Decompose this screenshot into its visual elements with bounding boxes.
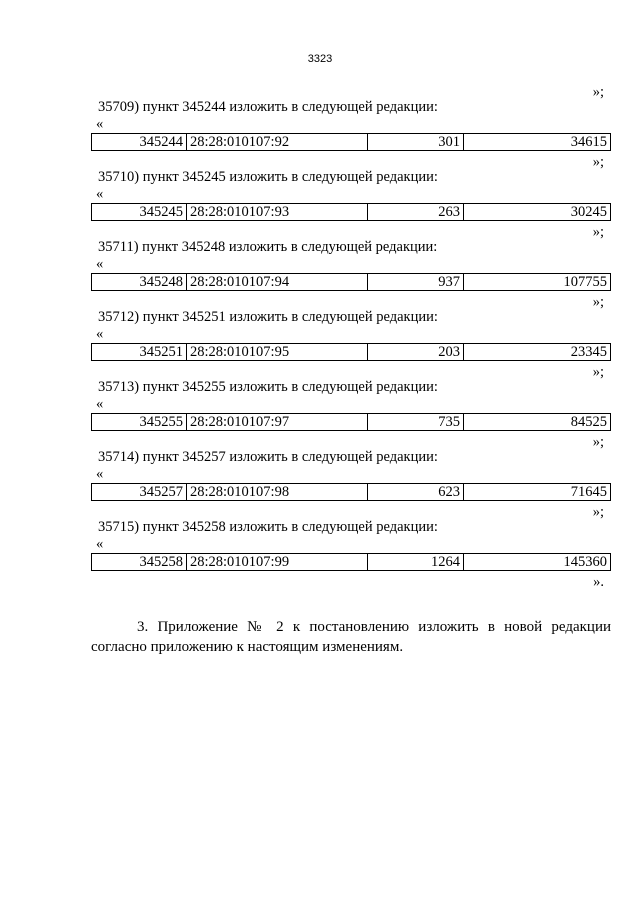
opening-quote: «	[96, 326, 104, 342]
amendment-item	[0, 291, 640, 361]
cell-value: 145360	[464, 554, 611, 571]
cell-item-number: 345248	[92, 274, 187, 291]
cell-value: 23345	[464, 344, 611, 361]
cell-area: 735	[368, 414, 464, 431]
cell-item-number: 345245	[92, 204, 187, 221]
amendments-list	[0, 81, 640, 611]
opening-quote: «	[96, 116, 104, 132]
final-closing-quote: ».	[593, 574, 604, 590]
cell-value: 30245	[464, 204, 611, 221]
amendment-item	[0, 431, 640, 501]
cell-value: 34615	[464, 134, 611, 151]
amendment-item	[0, 151, 640, 221]
amendment-title: 35709) пункт 345244 изложить в следующей редакции:	[98, 99, 438, 115]
amendment-table	[91, 273, 611, 291]
closing-quote: »;	[592, 154, 604, 170]
table-row	[92, 274, 611, 291]
amendment-table	[91, 343, 611, 361]
opening-quote: «	[96, 466, 104, 482]
paragraph-line-2: согласно приложению к настоящим изменениям.	[91, 639, 404, 655]
table-row	[92, 414, 611, 431]
cell-area: 301	[368, 134, 464, 151]
amendment-title: 35710) пункт 345245 изложить в следующей редакции:	[98, 169, 438, 185]
table-row	[92, 554, 611, 571]
cell-area: 623	[368, 484, 464, 501]
table-row	[92, 204, 611, 221]
cell-area: 203	[368, 344, 464, 361]
closing-quote: »;	[592, 84, 604, 100]
cell-value: 84525	[464, 414, 611, 431]
cell-cadastral-number: 28:28:010107:92	[187, 134, 368, 151]
opening-quote: «	[96, 186, 104, 202]
opening-quote: «	[96, 536, 104, 552]
amendment-title: 35713) пункт 345255 изложить в следующей редакции:	[98, 379, 438, 395]
amendment-table	[91, 483, 611, 501]
amendment-table	[91, 413, 611, 431]
amendment-title: 35711) пункт 345248 изложить в следующей редакции:	[98, 239, 438, 255]
amendment-item	[0, 501, 640, 571]
final-closing-block	[0, 571, 640, 611]
paragraph-line-1: 3. Приложение № 2 к постановлению изложить в новой редакции	[137, 619, 611, 635]
cell-item-number: 345258	[92, 554, 187, 571]
amendment-item	[0, 221, 640, 291]
cell-area: 937	[368, 274, 464, 291]
cell-cadastral-number: 28:28:010107:95	[187, 344, 368, 361]
cell-cadastral-number: 28:28:010107:98	[187, 484, 368, 501]
cell-area: 1264	[368, 554, 464, 571]
cell-item-number: 345255	[92, 414, 187, 431]
closing-quote: »;	[592, 434, 604, 450]
cell-cadastral-number: 28:28:010107:93	[187, 204, 368, 221]
paragraph-3	[91, 617, 611, 657]
opening-quote: «	[96, 396, 104, 412]
cell-cadastral-number: 28:28:010107:94	[187, 274, 368, 291]
cell-item-number: 345257	[92, 484, 187, 501]
amendment-item	[0, 81, 640, 151]
closing-quote: »;	[592, 364, 604, 380]
table-row	[92, 484, 611, 501]
amendment-table	[91, 133, 611, 151]
cell-area: 263	[368, 204, 464, 221]
amendment-title: 35715) пункт 345258 изложить в следующей редакции:	[98, 519, 438, 535]
cell-value: 107755	[464, 274, 611, 291]
opening-quote: «	[96, 256, 104, 272]
closing-quote: »;	[592, 504, 604, 520]
cell-item-number: 345251	[92, 344, 187, 361]
table-row	[92, 344, 611, 361]
amendment-table	[91, 203, 611, 221]
amendment-title: 35712) пункт 345251 изложить в следующей редакции:	[98, 309, 438, 325]
amendment-title: 35714) пункт 345257 изложить в следующей редакции:	[98, 449, 438, 465]
amendment-item	[0, 361, 640, 431]
cell-cadastral-number: 28:28:010107:99	[187, 554, 368, 571]
closing-quote: »;	[592, 224, 604, 240]
cell-item-number: 345244	[92, 134, 187, 151]
cell-cadastral-number: 28:28:010107:97	[187, 414, 368, 431]
table-row	[92, 134, 611, 151]
amendment-table	[91, 553, 611, 571]
closing-quote: »;	[592, 294, 604, 310]
cell-value: 71645	[464, 484, 611, 501]
page-number: 3323	[307, 53, 333, 65]
